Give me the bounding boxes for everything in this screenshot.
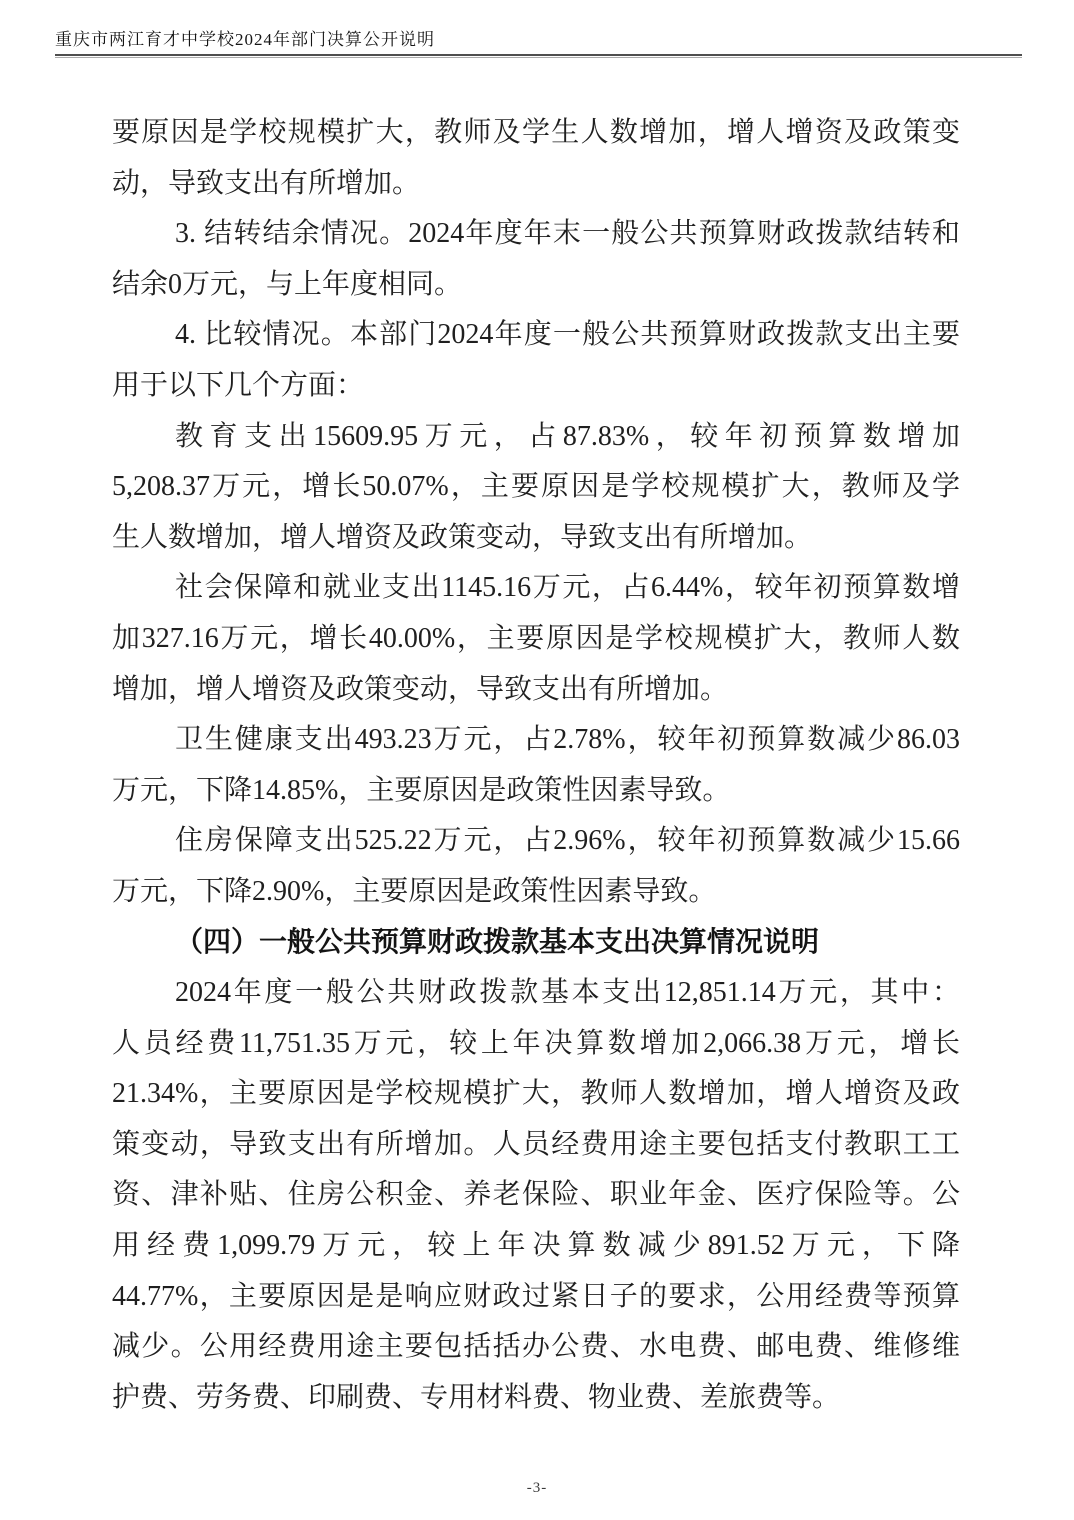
page-number: -3- [526, 1480, 548, 1496]
section-heading: （四）一般公共预算财政拨款基本支出决算情况说明 [175, 926, 820, 958]
document-line: 万元，下降14.85%，主要原因是政策性因素导致。 [112, 774, 731, 806]
document-line: 加327.16万元，增长40.00%，主要原因是学校规模扩大，教师人数 [112, 622, 960, 654]
document-line: 策变动，导致支出有所增加。人员经费用途主要包括支付教职工工 [112, 1128, 960, 1160]
document-line: 万元，下降2.90%，主要原因是政策性因素导致。 [112, 875, 717, 907]
page-footer [0, 1480, 1074, 1497]
document-line: 教育支出15609.95万元，占87.83%，较年初预算数增加 [175, 420, 960, 452]
document-line: 增加，增人增资及政策变动，导致支出有所增加。 [112, 673, 729, 705]
page-header [55, 30, 1022, 58]
document-line: 住房保障支出525.22万元，占2.96%，较年初预算数减少15.66 [175, 825, 960, 857]
document-line: 21.34%，主要原因是学校规模扩大，教师人数增加，增人增资及政 [112, 1078, 960, 1110]
document-line: 生人数增加，增人增资及政策变动，导致支出有所增加。 [112, 521, 813, 553]
document-line: 2024年度一般公共财政拨款基本支出12,851.14万元，其中： [175, 977, 960, 1009]
document-line: 要原因是学校规模扩大，教师及学生人数增加，增人增资及政策变 [112, 117, 960, 148]
document-line: 5,208.37万元，增长50.07%，主要原因是学校规模扩大，教师及学 [112, 471, 960, 503]
document-line: 用于以下几个方面： [112, 369, 365, 401]
header-title: 重庆市两江育才中学校2024年部门决算公开说明 [55, 30, 435, 49]
document-line: 4. 比较情况。本部门2024年度一般公共预算财政拨款支出主要 [175, 319, 960, 351]
document-line: 卫生健康支出493.23万元，占2.78%，较年初预算数减少86.03 [175, 724, 960, 756]
document-line: 动，导致支出有所增加。 [112, 167, 421, 199]
document-line: 用经费1,099.79万元，较上年决算数减少891.52万元，下降 [112, 1230, 960, 1262]
document-line: 护费、劳务费、印刷费、专用材料费、物业费、差旅费等。 [112, 1381, 841, 1413]
document-line: 结余0万元，与上年度相同。 [112, 268, 463, 300]
document-line: 3. 结转结余情况。2024年度年末一般公共预算财政拨款结转和 [175, 218, 960, 250]
document-body [112, 108, 960, 1423]
document-line: 资、津补贴、住房公积金、养老保险、职业年金、医疗保险等。公 [112, 1179, 960, 1211]
document-line: 人员经费11,751.35万元，较上年决算数增加2,066.38万元，增长 [112, 1027, 960, 1059]
document-line: 减少。公用经费用途主要包括括办公费、水电费、邮电费、维修维 [112, 1331, 960, 1363]
document-line: 44.77%，主要原因是是响应财政过紧日子的要求，公用经费等预算 [112, 1280, 960, 1312]
document-line: 社会保障和就业支出1145.16万元，占6.44%，较年初预算数增 [175, 572, 960, 604]
header-rule [55, 54, 1022, 58]
